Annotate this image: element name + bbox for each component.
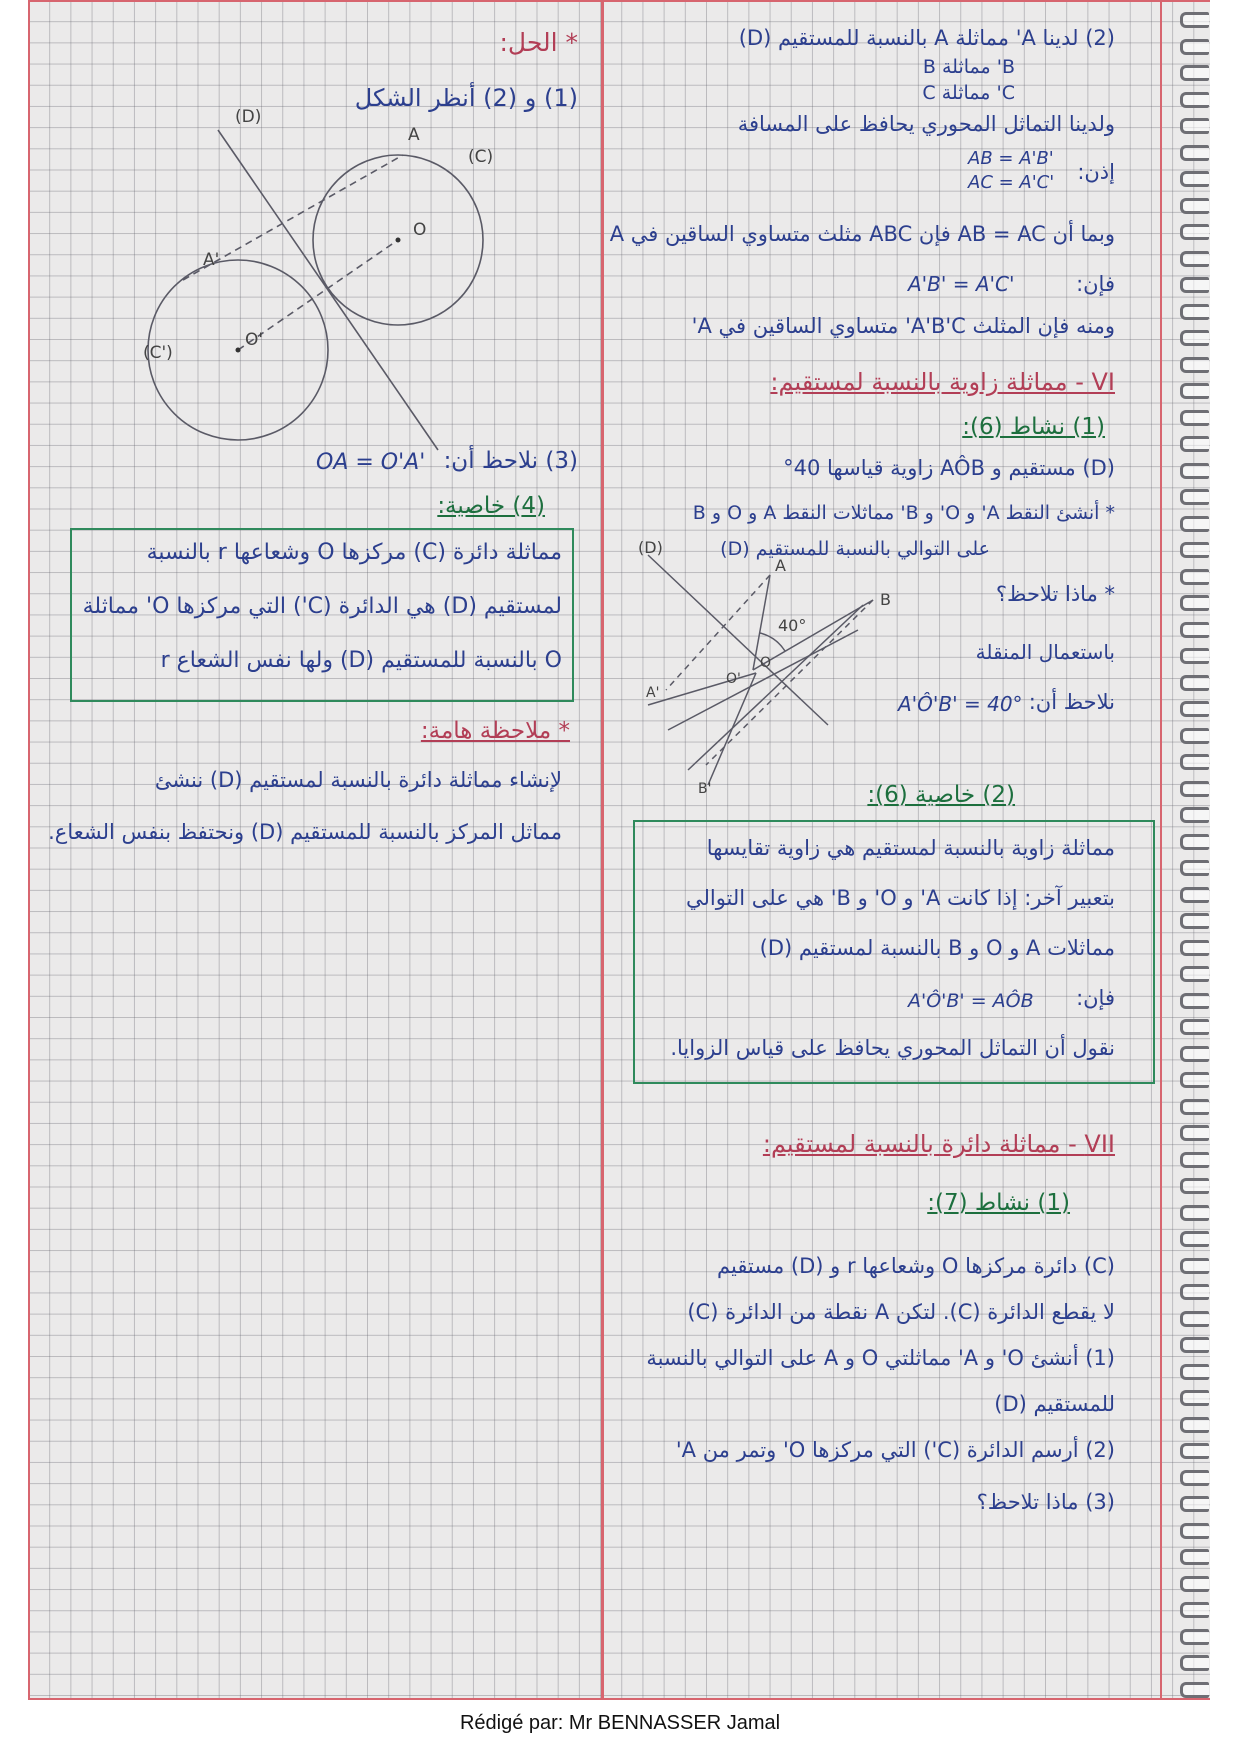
- intro-line-8: ومنه فإن المثلث A'B'C' متساوي الساقين في A': [691, 314, 1115, 338]
- spiral-coil: [1180, 1655, 1209, 1671]
- angle-arc: [760, 633, 785, 651]
- spiral-coil: [1180, 383, 1209, 399]
- eq-ac: AC = A'C': [968, 172, 1055, 193]
- axis-line-d: [218, 130, 438, 450]
- label-o: O: [413, 220, 427, 240]
- activity-7-line-3: (1) أنشئ O' و A' مماثلتي O و A على التوالي بالنسبة: [646, 1346, 1115, 1370]
- spiral-coil: [1180, 1549, 1209, 1565]
- spiral-coil: [1180, 171, 1209, 187]
- spiral-coil: [1180, 887, 1209, 903]
- property-4-line-1: مماثلة دائرة (C) مركزها O وشعاعها r بالنسبة: [146, 540, 562, 565]
- observe-math: A'Ô'B' = 40°: [898, 692, 1023, 716]
- spiral-coil: [1180, 781, 1209, 797]
- spiral-coil: [1180, 1576, 1209, 1592]
- spiral-coil: [1180, 463, 1209, 479]
- label-c: (C): [468, 147, 494, 167]
- label-d: (D): [638, 538, 663, 557]
- left-margin-line: [28, 0, 30, 1700]
- spiral-coil: [1180, 118, 1209, 134]
- spiral-coil: [1180, 1231, 1209, 1247]
- property-6-line-3: مماثلات A و O و B بالنسبة لمستقيم (D): [759, 936, 1115, 960]
- property-6-line-2: بتعبير آخر: إذا كانت A' و O' و B' هي على التوالي: [685, 886, 1115, 910]
- section-6-title: VI - مماثلة زاوية بالنسبة لمستقيم:: [770, 368, 1115, 396]
- spiral-coil: [1180, 224, 1209, 240]
- spiral-coil: [1180, 701, 1209, 717]
- label-o-prime: O': [726, 671, 741, 687]
- spiral-coil: [1180, 251, 1209, 267]
- eq-ab: AB = A'B': [968, 148, 1054, 169]
- intro-line-1: (2) لدينا A' مماثلة A بالنسبة للمستقيم (D): [738, 26, 1115, 50]
- spiral-coil: [1180, 993, 1209, 1009]
- label-a-prime: A': [203, 250, 220, 270]
- spiral-coil: [1180, 489, 1209, 505]
- spiral-coil: [1180, 940, 1209, 956]
- label-c-prime: (C'): [143, 343, 173, 363]
- spiral-coil: [1180, 807, 1209, 823]
- observe-label: نلاحظ أن:: [1028, 690, 1115, 714]
- spiral-coil: [1180, 1178, 1209, 1194]
- spiral-coil: [1180, 913, 1209, 929]
- notebook-page: [28, 0, 1210, 1700]
- top-margin-line: [28, 0, 1210, 2]
- activity-6-line-4: * ماذا تلاحظ؟: [995, 582, 1115, 606]
- intro-line-3: C' مماثلة C: [922, 82, 1015, 104]
- activity-6-title: (1) نشاط (6):: [962, 414, 1105, 440]
- axis-line-d: [648, 555, 828, 725]
- property-6-title: (2) خاصية (6):: [867, 782, 1015, 808]
- intro-line-6: وبما أن AB = AC فإن ABC مثلث متساوي الساقين في A: [609, 222, 1115, 246]
- activity-7-line-6: (3) ماذا تلاحظ؟: [976, 1490, 1115, 1514]
- activity-7-title: (1) نشاط (7):: [927, 1190, 1070, 1216]
- spiral-coil: [1180, 1284, 1209, 1300]
- label-o-prime: O': [245, 330, 264, 350]
- spiral-coil: [1180, 860, 1209, 876]
- spiral-coil: [1180, 1682, 1209, 1698]
- spiral-coil: [1180, 1390, 1209, 1406]
- spiral-coil: [1180, 728, 1209, 744]
- spiral-coil: [1180, 1337, 1209, 1353]
- intro-line-7: فإن:: [1076, 272, 1115, 296]
- property-6-line-4: فإن:: [1076, 986, 1115, 1010]
- spiral-coil: [1180, 648, 1209, 664]
- property-6-math: A'Ô'B' = AÔB: [908, 990, 1034, 1012]
- spiral-binding: [1178, 0, 1210, 1700]
- eq-ab2: A'B' = A'C': [908, 272, 1015, 296]
- activity-6-line-3: على التوالي بالنسبة للمستقيم (D): [720, 538, 990, 560]
- center-o-prime-dot: [236, 348, 241, 353]
- cross-line-2: [688, 605, 863, 770]
- spiral-coil: [1180, 277, 1209, 293]
- activity-6-line-1: (D) مستقيم و AÔB زاوية قياسها 40°: [783, 456, 1115, 480]
- property-4-line-3: O بالنسبة للمستقيم (D) ولها نفس الشعاع r: [160, 648, 562, 673]
- spiral-coil: [1180, 1629, 1209, 1645]
- question-3-math: OA = O'A': [316, 450, 426, 475]
- spiral-coil: [1180, 436, 1209, 452]
- label-b: B: [880, 590, 891, 609]
- spiral-coil: [1180, 834, 1209, 850]
- intro-line-5: إذن:: [1077, 160, 1115, 184]
- spiral-coil: [1180, 516, 1209, 532]
- spiral-coil: [1180, 12, 1209, 28]
- property-6-line-5: نقول أن التماثل المحوري يحافظ على قياس الزوايا.: [670, 1036, 1115, 1060]
- spiral-coil: [1180, 1311, 1209, 1327]
- label-o: O: [760, 655, 772, 671]
- spiral-coil: [1180, 542, 1209, 558]
- figure-angle-symmetry: [628, 535, 948, 815]
- spiral-coil: [1180, 65, 1209, 81]
- spiral-coil: [1180, 39, 1209, 55]
- column-divider-line: [601, 0, 604, 1700]
- label-d: (D): [235, 107, 262, 127]
- note-title: * ملاحظة هامة:: [420, 718, 570, 744]
- spiral-coil: [1180, 1152, 1209, 1168]
- label-b-prime: B': [698, 781, 712, 797]
- label-a: A: [775, 556, 786, 575]
- question-3: (3) نلاحظ أن:: [443, 448, 578, 474]
- spiral-coil: [1180, 330, 1209, 346]
- right-margin-line: [1160, 0, 1162, 1700]
- activity-7-line-1: (C) دائرة مركزها O وشعاعها r و (D) مستقيم: [717, 1254, 1115, 1278]
- property-4-title: (4) خاصية:: [437, 493, 545, 519]
- spiral-coil: [1180, 92, 1209, 108]
- label-a: A: [408, 125, 420, 145]
- intro-line-4: ولدينا التماثل المحوري يحافظ على المسافة: [737, 112, 1115, 136]
- activity-7-line-4: للمستقيم (D): [994, 1392, 1115, 1416]
- spiral-coil: [1180, 675, 1209, 691]
- spiral-coil: [1180, 1417, 1209, 1433]
- spiral-coil: [1180, 1046, 1209, 1062]
- note-line-1: لإنشاء مماثلة دائرة بالنسبة لمستقيم (D) ننشئ: [154, 768, 562, 792]
- spiral-coil: [1180, 1470, 1209, 1486]
- spiral-coil: [1180, 1364, 1209, 1380]
- center-o-dot: [396, 238, 401, 243]
- spiral-coil: [1180, 1443, 1209, 1459]
- property-6-line-1: مماثلة زاوية بالنسبة لمستقيم هي زاوية تقايسها: [706, 836, 1115, 860]
- note-line-2: مماثل المركز بالنسبة للمستقيم (D) ونحتفظ بنفس الشعاع.: [48, 820, 562, 844]
- spiral-coil: [1180, 595, 1209, 611]
- section-7-title: VII - مماثلة دائرة بالنسبة لمستقيم:: [762, 1130, 1115, 1158]
- spiral-coil: [1180, 622, 1209, 638]
- spiral-coil: [1180, 1602, 1209, 1618]
- footer-author: Rédigé par: Mr BENNASSER Jamal: [459, 1712, 781, 1734]
- bottom-margin-line: [28, 1698, 1210, 1700]
- intro-line-2: B' مماثلة B: [922, 56, 1015, 78]
- spiral-coil: [1180, 569, 1209, 585]
- spiral-coil: [1180, 1205, 1209, 1221]
- activity-7-line-5: (2) أرسم الدائرة (C') التي مركزها O' وتمر من A': [675, 1438, 1115, 1462]
- activity-6-line-2: * أنشئ النقط A' و O' و B' مماثلات النقط A و O و B: [692, 502, 1115, 524]
- spiral-coil: [1180, 145, 1209, 161]
- spiral-coil: [1180, 1099, 1209, 1115]
- spiral-coil: [1180, 1258, 1209, 1274]
- solution-heading: * الحل:: [499, 28, 578, 57]
- activity-7-line-2: لا يقطع الدائرة (C). لتكن A نقطة من الدائرة (C): [687, 1300, 1115, 1324]
- spiral-coil: [1180, 1072, 1209, 1088]
- spiral-coil: [1180, 754, 1209, 770]
- spiral-coil: [1180, 304, 1209, 320]
- spiral-coil: [1180, 1125, 1209, 1141]
- use-protractor: باستعمال المنقلة: [975, 640, 1115, 664]
- label-a-prime: A': [646, 685, 660, 701]
- spiral-coil: [1180, 1496, 1209, 1512]
- figure-circle-symmetry: [123, 100, 543, 480]
- spiral-coil: [1180, 357, 1209, 373]
- label-angle: 40°: [778, 616, 807, 635]
- spiral-coil: [1180, 410, 1209, 426]
- property-4-line-2: لمستقيم (D) هي الدائرة (C') التي مركزها O' مماثلة: [82, 594, 562, 619]
- question-1-2: (1) و (2) أنظر الشكل: [354, 84, 578, 112]
- spiral-coil: [1180, 1019, 1209, 1035]
- spiral-coil: [1180, 1523, 1209, 1539]
- spiral-coil: [1180, 198, 1209, 214]
- spiral-coil: [1180, 966, 1209, 982]
- cross-line-1: [668, 630, 858, 730]
